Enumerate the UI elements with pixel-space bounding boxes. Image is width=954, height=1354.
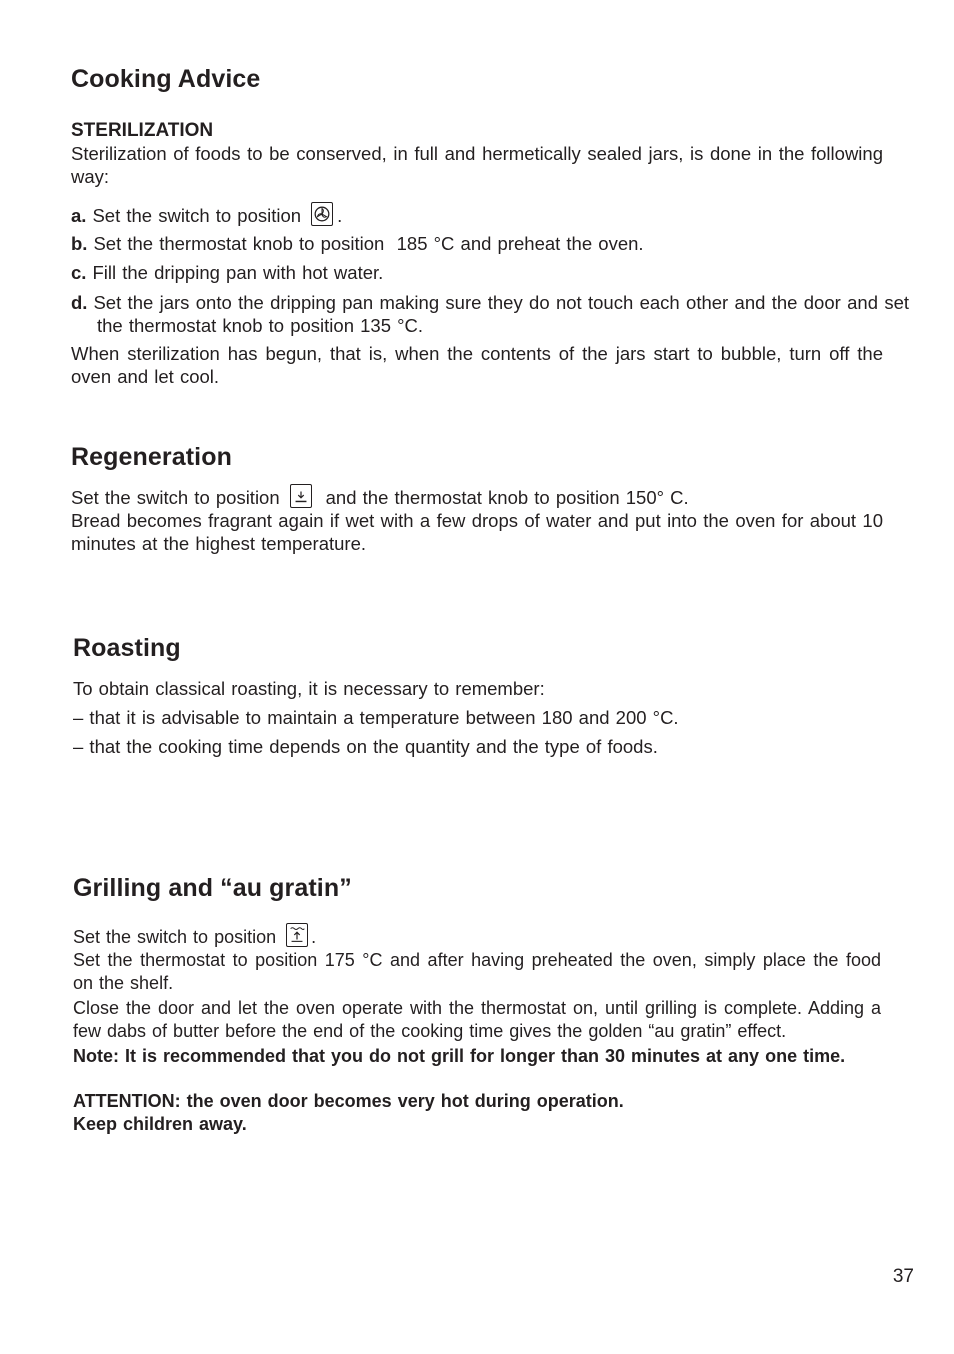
roasting-item: – that the cooking time depends on the quantity and the type of foods. bbox=[73, 736, 658, 757]
sterilization-closing: When sterilization has begun, that is, when the contents of the jars start to bubble, turn off the oven and let cool. bbox=[71, 343, 883, 387]
grilling-text-before: Set the switch to position bbox=[73, 927, 277, 947]
step-c bbox=[71, 261, 883, 284]
sterilization-section bbox=[71, 120, 883, 188]
regeneration-title: Regeneration bbox=[71, 443, 232, 471]
step-text: Set the thermostat knob to position 185 °C and preheat the oven. bbox=[93, 233, 644, 254]
step-label: a. bbox=[71, 205, 87, 226]
step-d bbox=[71, 291, 909, 337]
sterilization-closing-block bbox=[71, 342, 883, 388]
grilling-title: Grilling and “au gratin” bbox=[73, 874, 352, 902]
grill-icon bbox=[286, 923, 308, 947]
regeneration-text-before: Set the switch to position bbox=[71, 487, 280, 508]
sterilization-intro: Sterilization of foods to be conserved, in full and hermetically sealed jars, is done in the following way: bbox=[71, 143, 883, 187]
grilling-para1: Set the thermostat to position 175 °C and after having preheated the oven, simply place the food on the shelf. bbox=[73, 950, 881, 993]
roasting-intro: To obtain classical roasting, it is necessary to remember: bbox=[73, 678, 545, 699]
fan-oven-icon bbox=[311, 202, 333, 226]
step-text: Set the jars onto the dripping pan making sure they do not touch each other and the door and set the thermostat knob to position 135 °C. bbox=[93, 292, 909, 336]
bottom-heat-icon bbox=[290, 484, 312, 508]
grilling-para2: Close the door and let the oven operate with the thermostat on, until grilling is complete. Adding a few dabs of butter before the end of the cooking time gives the golden “au gratin” effect. bbox=[73, 998, 881, 1041]
regeneration-line1 bbox=[71, 484, 883, 509]
step-text: Fill the dripping pan with hot water. bbox=[92, 262, 384, 283]
step-label: c. bbox=[71, 262, 87, 283]
step-label: d. bbox=[71, 292, 88, 313]
attention-line1: ATTENTION: the oven door becomes very hot during operation. bbox=[73, 1091, 624, 1111]
regeneration-line2: Bread becomes fragrant again if wet with a few drops of water and put into the oven for about 10 minutes at the highest temperature. bbox=[71, 510, 883, 554]
step-text: Set the switch to position bbox=[92, 205, 302, 226]
grilling-line1 bbox=[73, 923, 881, 949]
grilling-section bbox=[73, 923, 881, 1136]
regeneration-section bbox=[71, 484, 883, 555]
step-a bbox=[71, 202, 883, 227]
step-b bbox=[71, 232, 883, 255]
attention-line2: Keep children away. bbox=[73, 1114, 247, 1134]
cooking-advice-title: Cooking Advice bbox=[71, 65, 261, 93]
step-after: . bbox=[337, 205, 343, 226]
roasting-section bbox=[73, 677, 885, 758]
roasting-item: – that it is advisable to maintain a temperature between 180 and 200 °C. bbox=[73, 707, 679, 728]
grilling-note: Note: It is recommended that you do not grill for longer than 30 minutes at any one time. bbox=[73, 1046, 846, 1066]
regeneration-text-after: and the thermostat knob to position 150° C. bbox=[325, 487, 689, 508]
roasting-title: Roasting bbox=[73, 634, 181, 662]
grilling-text-after: . bbox=[311, 927, 317, 947]
page-number: 37 bbox=[892, 1266, 914, 1287]
sterilization-subtitle: STERILIZATION bbox=[71, 120, 214, 141]
step-label: b. bbox=[71, 233, 88, 254]
